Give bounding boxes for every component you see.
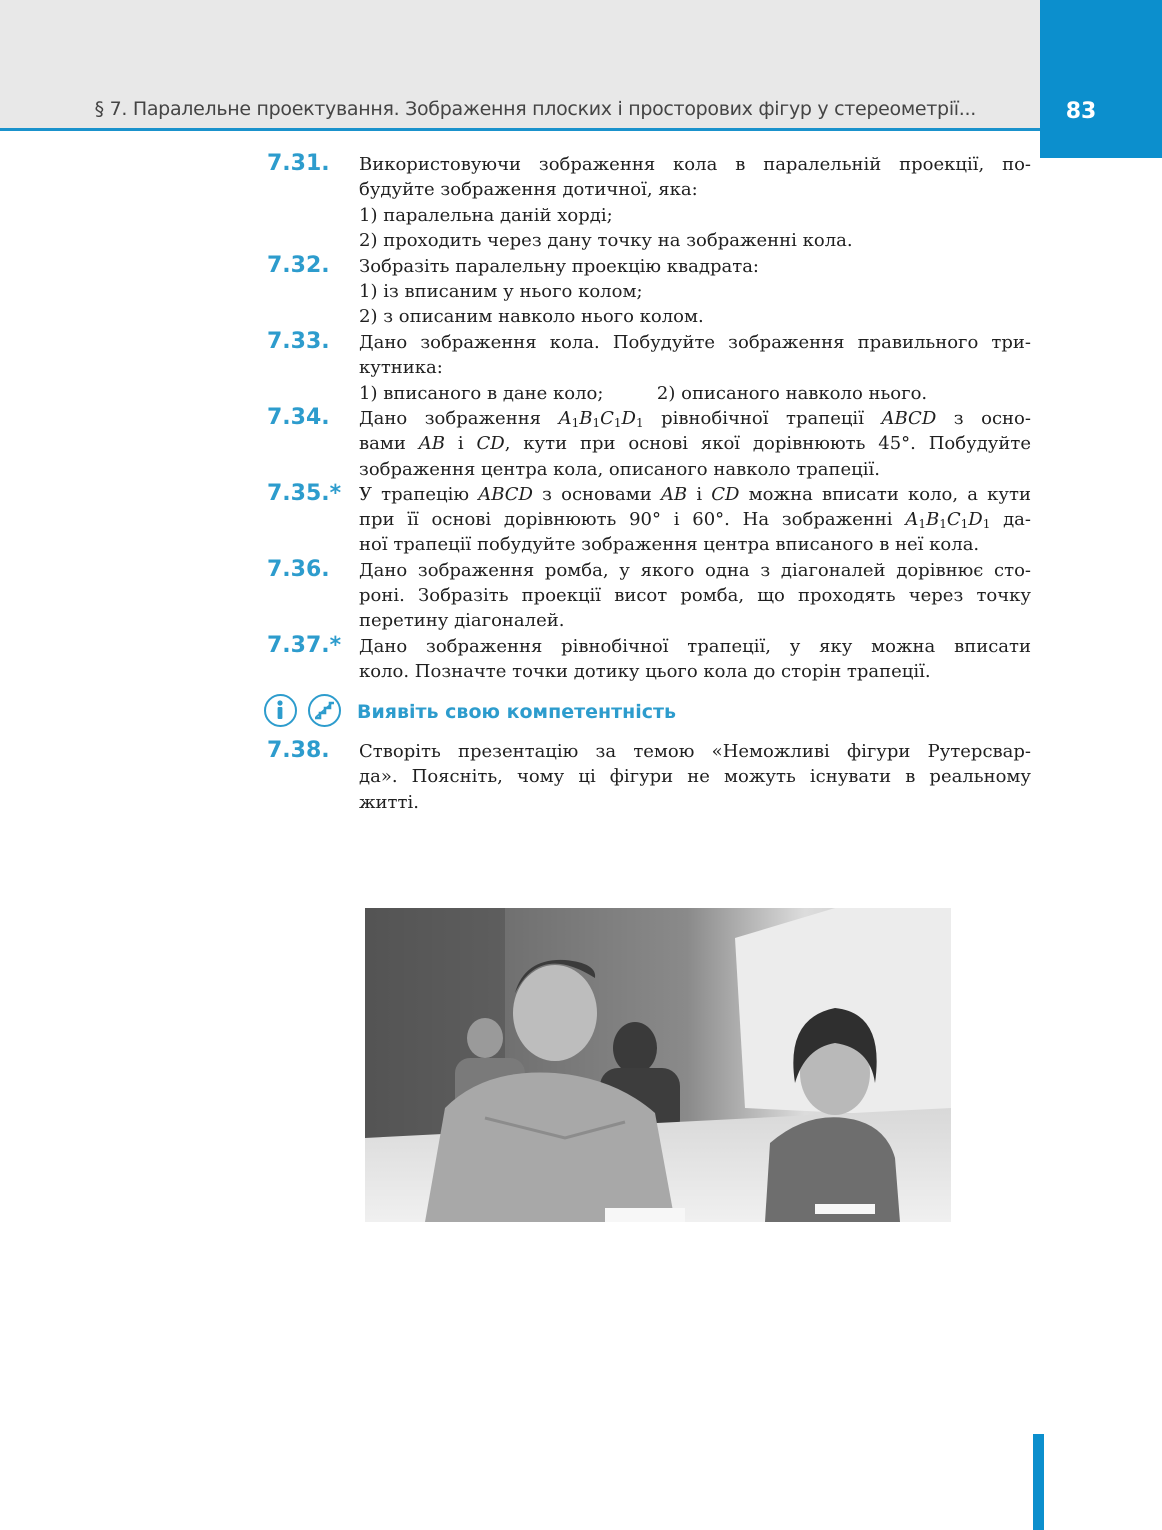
problem-text-line: перетину діагоналей. [359, 610, 565, 632]
problem-number: 7.38. [267, 738, 330, 763]
problem-text-line: 1) паралельна даній хорді; [359, 204, 613, 226]
section-title: Виявіть свою компетентність [357, 701, 677, 723]
problem-text-line: 2) з описаним навколо нього колом. [359, 306, 704, 328]
page-edge-bar [1033, 1434, 1044, 1530]
problem-text-line: Зобразіть паралельну проекцію квадрата: [359, 255, 759, 277]
problem-text-line: будуйте зображення дотичної, яка: [359, 179, 698, 201]
problem-text-line: Дано зображення рівнобічної трапеції, у яку можна вписати [359, 635, 1031, 657]
problem-text-line: кутника: [359, 357, 443, 379]
problem-number: 7.31. [267, 151, 330, 176]
problem-number: 7.33. [267, 328, 330, 354]
option-2: 2) описаного навколо нього. [656, 382, 928, 404]
problem-number: 7.36. [267, 556, 330, 582]
page-number: 83 [1065, 99, 1097, 124]
info-icon [264, 694, 297, 727]
stairs-icon [308, 694, 341, 727]
problem-text-line: зображення центра кола, описаного навколо трапеції. [359, 458, 880, 480]
problem-text-line: Дано зображення ромба, у якого одна з діагоналей дорівнює сто- [359, 559, 1031, 581]
problem-text-line: Використовуючи зображення кола в паралельній проекції, по- [359, 154, 1031, 175]
problem-text-line: при її основі дорівнюють 90° і 60°. На зображенні $A_1B_1C_1D_1$ да- [359, 508, 1031, 531]
running-header-title: § 7. Паралельне проектування. Зображення плоских і просторових фігур у стереометрії... [94, 98, 976, 120]
classroom-students-writing-photo [365, 908, 951, 1222]
problem-text-line: У трапецію ABCD з основами AB і CD можна вписати коло, а кути [359, 483, 1031, 505]
header-rule [0, 128, 1040, 131]
problem-text-line: Дано зображення кола. Побудуйте зображення правильного три- [359, 331, 1031, 353]
problem-text-line [359, 381, 1031, 406]
problem-text-line: Створіть презентацію за темою «Неможливі фігури Рутерсвар- [359, 741, 1031, 762]
problem-text-line: роні. Зобразіть проекції висот ромба, що проходять через точку [359, 584, 1031, 606]
problem-text-line: 1) із вписаним у нього колом; [359, 280, 643, 302]
math-abcd: ABCD [881, 407, 937, 429]
problem-number: 7.32. [267, 252, 330, 278]
problem-number: 7.35.* [267, 480, 342, 506]
option-1: 1) вписаного в дане коло; [359, 382, 604, 404]
problem-text-line: житті. [359, 791, 419, 813]
problem-text-line: да». Поясніть, чому ці фігури не можуть існувати в реальному [359, 766, 1031, 788]
math-a1b1c1d1: $A_1B_1C_1D_1$ [905, 508, 991, 531]
problem-text-line: 2) проходить через дану точку на зображенні кола. [359, 230, 853, 252]
problem-number: 7.34. [267, 404, 330, 430]
problem-text-line: ної трапеції побудуйте зображення центра вписаного в неї кола. [359, 534, 980, 556]
problem-text-line: коло. Позначте точки дотику цього кола до сторін трапеції. [359, 660, 931, 682]
problem-text-line: Дано зображення $A_1B_1C_1D_1$ рівнобічної трапеції ABCD з осно- [359, 407, 1031, 430]
page-number-tab [1040, 0, 1162, 158]
math-a1b1c1d1: $A_1B_1C_1D_1$ [558, 407, 644, 430]
problem-text-line: вами AB і CD, кути при основі якої дорівнюють 45°. Побудуйте [359, 433, 1031, 455]
problem-number: 7.37.* [267, 632, 342, 658]
